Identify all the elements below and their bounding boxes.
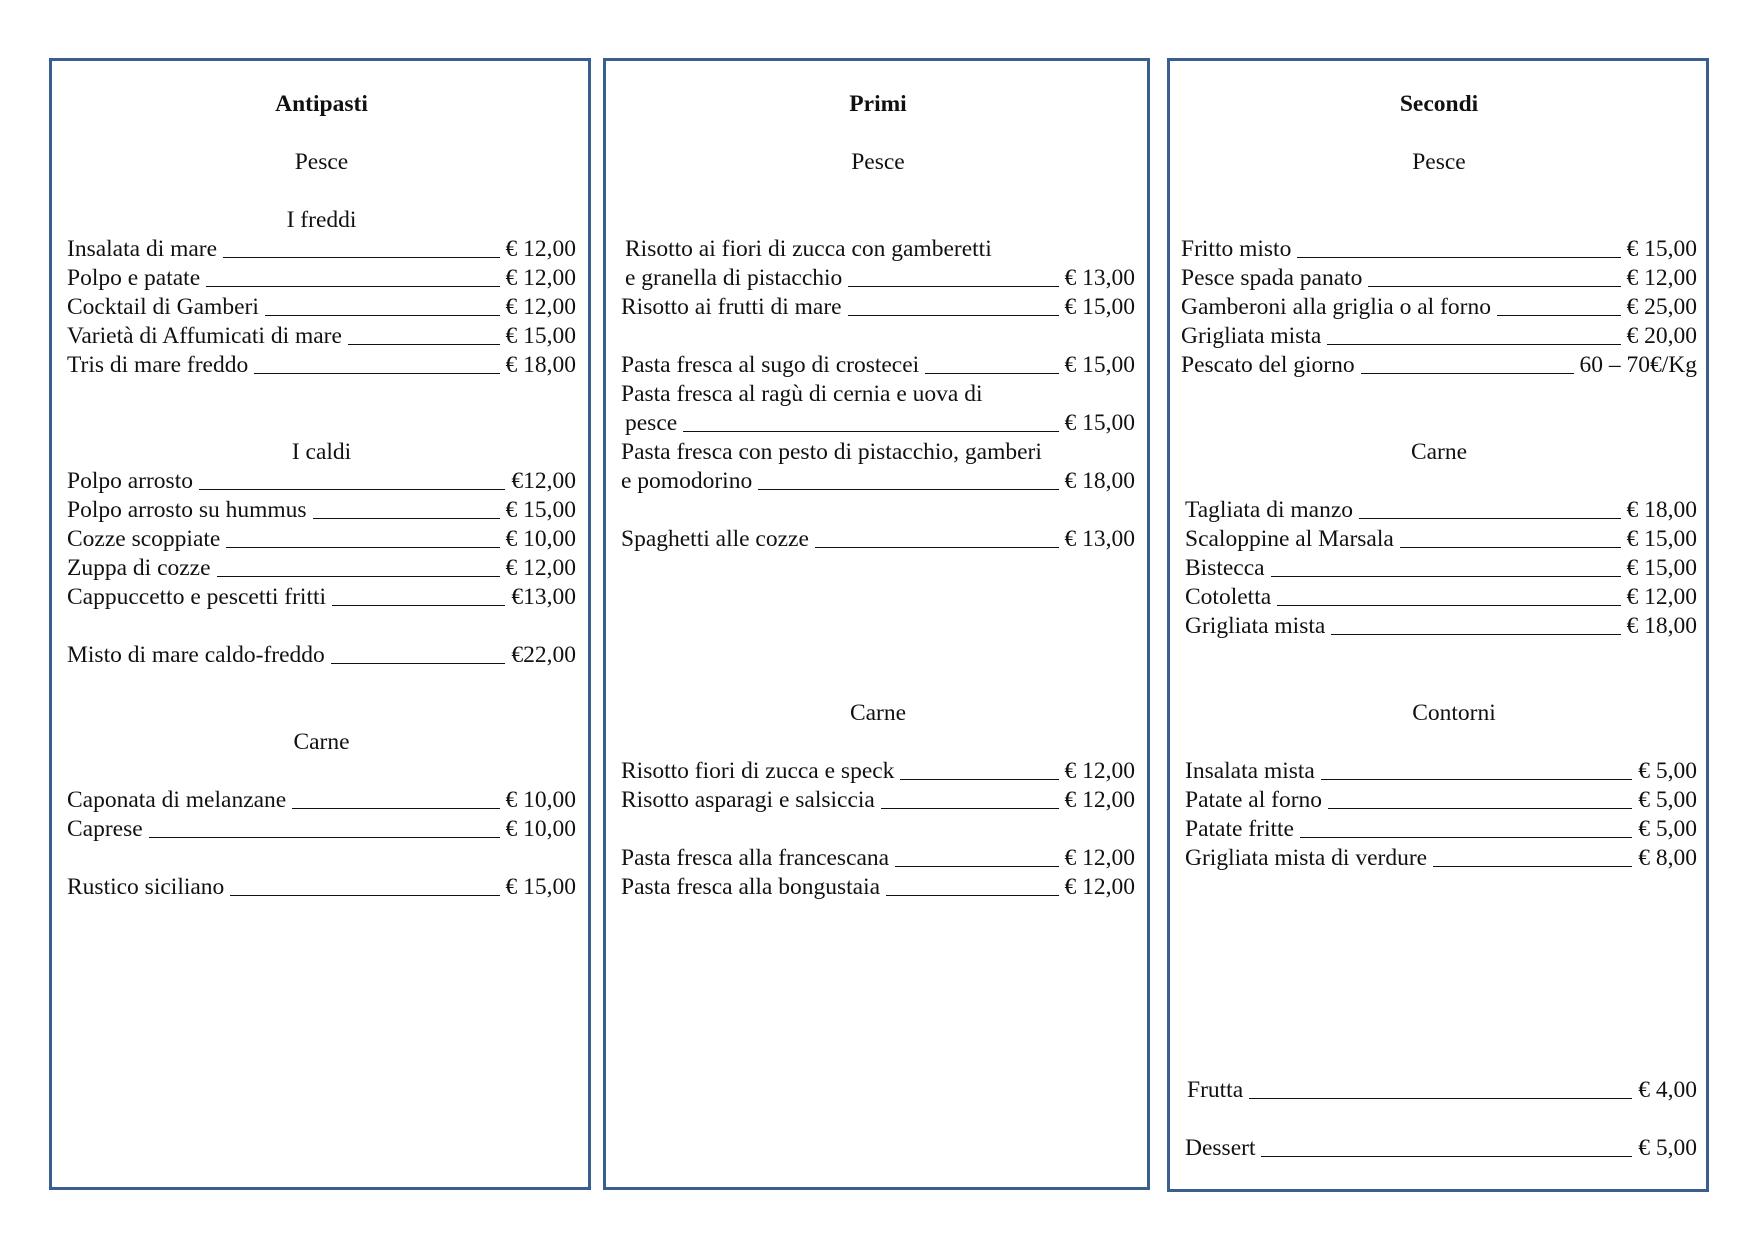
antipasti-carne-heading: Carne bbox=[293, 729, 350, 755]
menu-item bbox=[1181, 1134, 1697, 1163]
leader-line bbox=[925, 373, 1058, 374]
menu-item bbox=[1181, 554, 1697, 583]
item-name: Risotto asparagi e salsiccia bbox=[621, 787, 875, 813]
leader-line bbox=[758, 489, 1058, 490]
secondi-contorni-heading: Contorni bbox=[1412, 700, 1496, 726]
item-price: € 15,00 bbox=[1626, 526, 1697, 552]
item-name-line1: Pasta fresca con pesto di pistacchio, gamberi bbox=[621, 439, 1042, 465]
menu-item bbox=[621, 351, 1135, 380]
item-price: € 10,00 bbox=[505, 526, 576, 552]
item-price: € 15,00 bbox=[505, 323, 576, 349]
item-name: Tris di mare freddo bbox=[67, 352, 249, 378]
leader-line bbox=[1249, 1098, 1632, 1099]
item-price: €12,00 bbox=[511, 468, 576, 494]
item-price: € 10,00 bbox=[505, 816, 576, 842]
menu-item bbox=[1181, 293, 1697, 322]
item-price: € 12,00 bbox=[505, 236, 576, 262]
item-price: € 12,00 bbox=[1064, 787, 1135, 813]
item-name: e pomodorino bbox=[621, 468, 753, 494]
item-name: Zuppa di cozze bbox=[67, 555, 211, 581]
leader-line bbox=[1297, 257, 1620, 258]
item-price: € 15,00 bbox=[1626, 555, 1697, 581]
item-price: € 12,00 bbox=[1064, 758, 1135, 784]
leader-line bbox=[1261, 1156, 1632, 1157]
item-price: € 5,00 bbox=[1638, 758, 1697, 784]
item-price: € 18,00 bbox=[1064, 468, 1135, 494]
menu-item bbox=[621, 757, 1135, 786]
leader-line bbox=[1368, 286, 1620, 287]
primi-carne-heading: Carne bbox=[849, 700, 907, 726]
leader-line bbox=[1359, 518, 1620, 519]
item-price: € 12,00 bbox=[505, 294, 576, 320]
item-name: Frutta bbox=[1187, 1077, 1244, 1103]
menu-item bbox=[67, 583, 576, 612]
menu-item bbox=[621, 409, 1135, 438]
item-price: € 15,00 bbox=[1064, 410, 1135, 436]
item-name: Cotoletta bbox=[1185, 584, 1272, 610]
leader-line bbox=[331, 663, 506, 664]
menu-item bbox=[621, 873, 1135, 902]
leader-line bbox=[230, 895, 499, 896]
item-name: Grigliata mista di verdure bbox=[1185, 845, 1428, 871]
item-price: € 5,00 bbox=[1638, 816, 1697, 842]
item-price: € 15,00 bbox=[1064, 352, 1135, 378]
item-name: Caponata di melanzane bbox=[67, 787, 287, 813]
menu-item bbox=[1181, 612, 1697, 641]
item-name: Scaloppine al Marsala bbox=[1185, 526, 1394, 552]
antipasti-title: Antipasti bbox=[275, 91, 368, 117]
menu-item bbox=[67, 467, 576, 496]
item-name: Polpo arrosto bbox=[67, 468, 193, 494]
leader-line bbox=[254, 373, 499, 374]
menu-item bbox=[1181, 844, 1697, 873]
primi-pesce-heading: Pesce bbox=[851, 149, 905, 175]
secondi-panel bbox=[1167, 58, 1709, 1192]
item-name: Varietà di Affumicati di mare bbox=[67, 323, 342, 349]
antipasti-caldi-heading: I caldi bbox=[291, 439, 352, 465]
item-name: Pasta fresca alla bongustaia bbox=[621, 874, 881, 900]
item-price: € 12,00 bbox=[1064, 874, 1135, 900]
item-name: Misto di mare caldo-freddo bbox=[67, 642, 325, 668]
leader-line bbox=[149, 837, 500, 838]
item-name: Rustico siciliano bbox=[67, 874, 225, 900]
menu-item bbox=[1181, 235, 1697, 264]
menu-item bbox=[621, 525, 1135, 554]
item-price: € 15,00 bbox=[1064, 294, 1135, 320]
menu-item bbox=[621, 293, 1135, 322]
primi-title: Primi bbox=[849, 91, 907, 117]
primi-panel bbox=[603, 58, 1150, 1190]
item-name: Cappuccetto e pescetti fritti bbox=[67, 584, 327, 610]
antipasti-freddi-heading: I freddi bbox=[286, 207, 357, 233]
item-price: € 5,00 bbox=[1638, 1135, 1697, 1161]
leader-line bbox=[313, 518, 500, 519]
menu-item bbox=[67, 815, 576, 844]
leader-line bbox=[683, 431, 1058, 432]
item-name: Bistecca bbox=[1185, 555, 1265, 581]
secondi-carne-heading: Carne bbox=[1410, 439, 1468, 465]
menu-item bbox=[1181, 496, 1697, 525]
item-price: € 8,00 bbox=[1638, 845, 1697, 871]
menu-item bbox=[621, 467, 1135, 496]
leader-line bbox=[1497, 315, 1621, 316]
item-name: Risotto fiori di zucca e speck bbox=[621, 758, 895, 784]
item-price: € 15,00 bbox=[505, 497, 576, 523]
item-name: pesce bbox=[625, 410, 678, 436]
item-price: 60 – 70€/Kg bbox=[1579, 352, 1697, 378]
menu-item bbox=[1181, 583, 1697, 612]
item-price: € 18,00 bbox=[1626, 497, 1697, 523]
leader-line bbox=[886, 895, 1058, 896]
item-name: Grigliata mista bbox=[1185, 613, 1326, 639]
item-name: Patate al forno bbox=[1185, 787, 1323, 813]
menu-item bbox=[1181, 322, 1697, 351]
item-name: Fritto misto bbox=[1181, 236, 1292, 262]
leader-line bbox=[206, 286, 499, 287]
item-price: € 13,00 bbox=[1064, 526, 1135, 552]
menu-item bbox=[67, 554, 576, 583]
item-name-line1: Pasta fresca al ragù di cernia e uova di bbox=[621, 381, 983, 407]
item-price: € 12,00 bbox=[1064, 845, 1135, 871]
item-price: € 12,00 bbox=[1626, 584, 1697, 610]
item-price: € 25,00 bbox=[1626, 294, 1697, 320]
leader-line bbox=[1271, 576, 1621, 577]
leader-line bbox=[265, 315, 500, 316]
antipasti-panel bbox=[49, 58, 591, 1190]
menu-item bbox=[67, 264, 576, 293]
leader-line bbox=[1327, 344, 1620, 345]
leader-line bbox=[332, 605, 505, 606]
item-price: €22,00 bbox=[511, 642, 576, 668]
menu-item bbox=[67, 496, 576, 525]
item-price: € 5,00 bbox=[1638, 787, 1697, 813]
item-name: Cocktail di Gamberi bbox=[67, 294, 259, 320]
menu-item bbox=[1181, 264, 1697, 293]
menu-item bbox=[621, 844, 1135, 873]
item-name: Pasta fresca alla francescana bbox=[621, 845, 890, 871]
item-name: Gamberoni alla griglia o al forno bbox=[1181, 294, 1491, 320]
leader-line bbox=[848, 286, 1058, 287]
item-name: Insalata di mare bbox=[67, 236, 218, 262]
secondi-title: Secondi bbox=[1399, 91, 1479, 117]
item-name: Pesce spada panato bbox=[1181, 265, 1363, 291]
leader-line bbox=[217, 576, 500, 577]
menu-item bbox=[67, 293, 576, 322]
item-name: Patate fritte bbox=[1185, 816, 1294, 842]
leader-line bbox=[1361, 373, 1574, 374]
menu-item bbox=[67, 873, 576, 902]
item-price: € 18,00 bbox=[505, 352, 576, 378]
leader-line bbox=[348, 344, 500, 345]
menu-item bbox=[1181, 525, 1697, 554]
item-name: Pescato del giorno bbox=[1181, 352, 1355, 378]
item-name: Polpo e patate bbox=[67, 265, 201, 291]
leader-line bbox=[292, 808, 499, 809]
leader-line bbox=[1328, 808, 1632, 809]
item-price: € 10,00 bbox=[505, 787, 576, 813]
item-price: € 4,00 bbox=[1638, 1077, 1697, 1103]
item-name: Insalata mista bbox=[1185, 758, 1315, 784]
item-price: €13,00 bbox=[511, 584, 576, 610]
menu-item bbox=[67, 235, 576, 264]
item-name: Dessert bbox=[1185, 1135, 1256, 1161]
item-price: € 15,00 bbox=[1626, 236, 1697, 262]
leader-line bbox=[1300, 837, 1632, 838]
leader-line bbox=[815, 547, 1059, 548]
item-price: € 12,00 bbox=[505, 555, 576, 581]
menu-item bbox=[1181, 815, 1697, 844]
item-name-line1: Risotto ai fiori di zucca con gamberetti bbox=[625, 236, 992, 262]
menu-item bbox=[1181, 757, 1697, 786]
antipasti-pesce-heading: Pesce bbox=[294, 149, 349, 175]
item-price: € 15,00 bbox=[505, 874, 576, 900]
secondi-pesce-heading: Pesce bbox=[1412, 149, 1466, 175]
leader-line bbox=[1331, 634, 1620, 635]
leader-line bbox=[223, 257, 499, 258]
menu-item bbox=[67, 786, 576, 815]
leader-line bbox=[1433, 866, 1632, 867]
item-price: € 12,00 bbox=[1626, 265, 1697, 291]
leader-line bbox=[226, 547, 499, 548]
menu-item bbox=[1181, 351, 1697, 380]
menu-item bbox=[67, 641, 576, 670]
leader-line bbox=[895, 866, 1058, 867]
menu-item bbox=[621, 786, 1135, 815]
item-name: Tagliata di manzo bbox=[1185, 497, 1354, 523]
item-name: Risotto ai frutti di mare bbox=[621, 294, 842, 320]
menu-item bbox=[67, 351, 576, 380]
item-name: Grigliata mista bbox=[1181, 323, 1322, 349]
item-name: e granella di pistacchio bbox=[625, 265, 843, 291]
leader-line bbox=[900, 779, 1058, 780]
item-price: € 18,00 bbox=[1626, 613, 1697, 639]
menu-item bbox=[1181, 1076, 1697, 1105]
leader-line bbox=[1277, 605, 1620, 606]
menu-item bbox=[621, 264, 1135, 293]
leader-line bbox=[848, 315, 1059, 316]
leader-line bbox=[881, 808, 1059, 809]
item-price: € 12,00 bbox=[505, 265, 576, 291]
item-name: Polpo arrosto su hummus bbox=[67, 497, 307, 523]
item-name: Caprese bbox=[67, 816, 143, 842]
leader-line bbox=[1400, 547, 1621, 548]
leader-line bbox=[199, 489, 505, 490]
item-price: € 13,00 bbox=[1064, 265, 1135, 291]
menu-item bbox=[67, 525, 576, 554]
item-name: Pasta fresca al sugo di crostecei bbox=[621, 352, 920, 378]
menu-item bbox=[1181, 786, 1697, 815]
menu-item bbox=[67, 322, 576, 351]
item-name: Cozze scoppiate bbox=[67, 526, 221, 552]
item-name: Spaghetti alle cozze bbox=[621, 526, 809, 552]
item-price: € 20,00 bbox=[1626, 323, 1697, 349]
leader-line bbox=[1321, 779, 1632, 780]
